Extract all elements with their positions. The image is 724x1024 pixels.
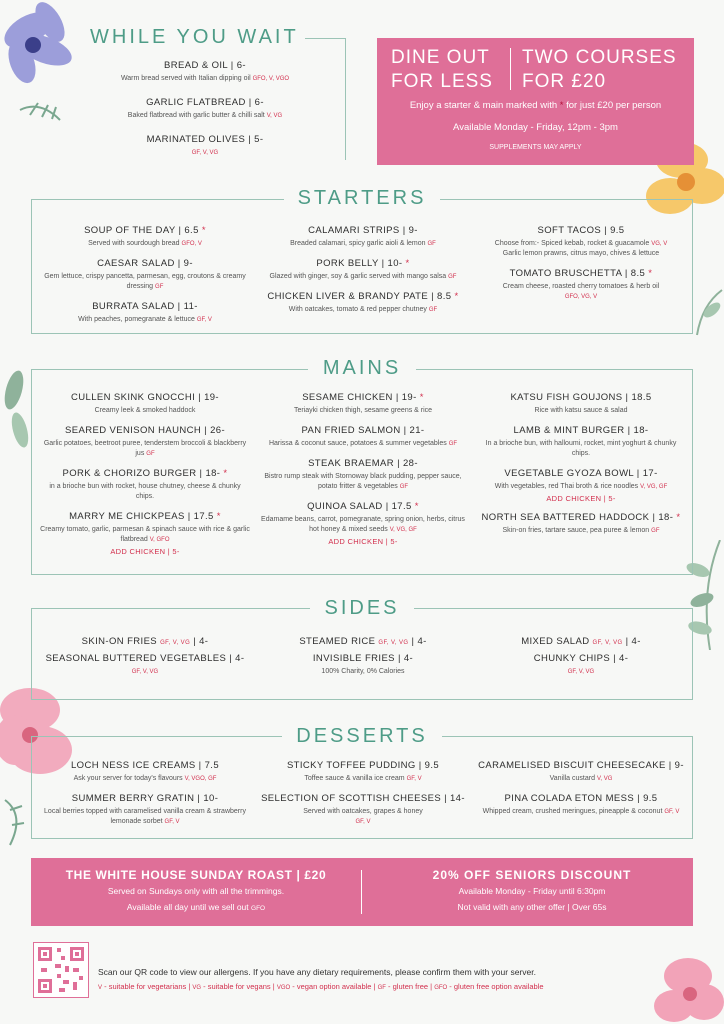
menu-item: STEAMED RICE GF, V, VG | 4-	[299, 636, 427, 647]
while-you-wait-list	[80, 60, 330, 167]
menu-item: NORTH SEA BATTERED HADDOCK | 18- * Skin-on fries, tartare sauce, pea puree & lemon GF	[481, 512, 681, 534]
starters-col-3	[476, 225, 686, 311]
menu-item: PINA COLADA ETON MESS | 9.5 Whipped cream, crushed meringues, pineapple & coconut GF, V	[482, 793, 680, 815]
menu-item: MARRY ME CHICKPEAS | 17.5 * Creamy tomato, garlic, parmesan & spinach sauce with rice & garlic flatbread V, GFO ADD CHICKEN | 5-	[40, 511, 250, 556]
desserts-title	[0, 725, 724, 748]
sides-col-3	[476, 636, 686, 686]
promo-line-1: Enjoy a starter & main marked with * for just £20 per person	[409, 100, 662, 111]
mains-col-2	[258, 392, 468, 555]
desserts-col-3	[476, 760, 686, 826]
promo-right-heading: TWO COURSES FOR £20	[522, 47, 677, 92]
dietary-legend: V - suitable for vegetarians | VG - suitable for vegans | VGO - vegan option available | GF - gluten free | GFO - gluten free option available	[98, 982, 544, 991]
leaf-sprig-illustration	[692, 285, 724, 345]
menu-item: BURRATA SALAD | 11- With peaches, pomegranate & lettuce GF, V	[78, 301, 212, 323]
menu-item: CARAMELISED BISCUIT CHEESECAKE | 9- Vanilla custard V, VG	[478, 760, 684, 782]
menu-item: SUMMER BERRY GRATIN | 10- Local berries topped with caramelised vanilla cream & strawberry lemonade sorbet GF, V	[44, 793, 246, 825]
section-title-text: STARTERS	[284, 187, 441, 209]
sides-title	[0, 597, 724, 620]
menu-item: INVISIBLE FRIES | 4- 100% Charity, 0% Calories	[312, 653, 414, 675]
menu-item: CHUNKY CHIPS | 4- GF, V, VG	[533, 653, 629, 675]
menu-item: BREAD & OIL | 6- Warm bread served with Italian dipping oil GFO, V, VGO	[120, 60, 290, 82]
promo-line-2: Available Monday - Friday, 12pm - 3pm	[453, 122, 618, 133]
legend-item: V - suitable for vegetarians	[98, 982, 187, 991]
starters-col-1	[40, 225, 250, 334]
desserts-col-2	[258, 760, 468, 836]
mains-col-3	[476, 392, 686, 545]
starters-title	[0, 187, 724, 210]
menu-item: STICKY TOFFEE PUDDING | 9.5 Toffee sauce & vanilla ice cream GF, V	[286, 760, 440, 782]
promo-line-3: SUPPLEMENTS MAY APPLY	[489, 144, 582, 151]
menu-item: GARLIC FLATBREAD | 6- Baked flatbread with garlic butter & chilli salt V, VG	[127, 97, 283, 119]
menu-item: SOUP OF THE DAY | 6.5 * Served with sourdough bread GFO, V	[84, 225, 206, 247]
sunday-roast-block	[31, 868, 361, 912]
starters-col-2	[258, 225, 468, 324]
mains-col-1	[40, 392, 250, 565]
seniors-discount-block	[371, 868, 693, 912]
section-title-text: DESSERTS	[282, 725, 441, 747]
menu-item: SELECTION OF SCOTTISH CHEESES | 14- Served with oatcakes, grapes & honey GF, V	[261, 793, 465, 825]
seniors-line-1: Available Monday - Friday until 6:30pm	[458, 886, 606, 896]
sunday-roast-title: THE WHITE HOUSE SUNDAY ROAST | £20	[65, 868, 327, 882]
menu-item: TOMATO BRUSCHETTA | 8.5 * Cream cheese, roasted cherry tomatoes & herb oil GFO, VG, V	[502, 268, 660, 300]
mains-title	[0, 357, 724, 380]
menu-item: CALAMARI STRIPS | 9- Breaded calamari, spicy garlic aioli & lemon GF	[290, 225, 436, 247]
menu-item: CHICKEN LIVER & BRANDY PATE | 8.5 * With oatcakes, tomato & red pepper chutney GF	[267, 291, 459, 313]
seniors-discount-title: 20% OFF SENIORS DISCOUNT	[432, 868, 632, 882]
menu-item: SESAME CHICKEN | 19- * Teriayki chicken thigh, sesame greens & rice	[293, 392, 433, 414]
promo-left-heading: DINE OUT FOR LESS	[391, 47, 493, 92]
dine-out-promo-banner	[377, 38, 694, 165]
menu-item: VEGETABLE GYOZA BOWL | 17- With vegetables, red Thai broth & rice noodles V, VG, GF ADD CHICKEN | 5-	[476, 468, 686, 503]
add-chicken-option: ADD CHICKEN | 5-	[546, 494, 616, 503]
while-you-wait-title: WHILE YOU WAIT	[84, 26, 305, 49]
menu-item: CULLEN SKINK GNOCCHI | 19- Creamy leek & smoked haddock	[70, 392, 219, 414]
sunday-roast-line-2: Available all day until we sell out GFO	[126, 902, 266, 912]
add-chicken-option: ADD CHICKEN | 5-	[328, 537, 398, 546]
section-title-text: SIDES	[310, 597, 413, 619]
menu-item: MARINATED OLIVES | 5- GF, V, VG	[146, 134, 264, 156]
legend-item: VG - suitable for vegans	[192, 982, 271, 991]
menu-item: PORK & CHORIZO BURGER | 18- * in a brioche bun with rocket, house chutney, cheese & chunky chips.	[49, 468, 241, 500]
section-title-text: MAINS	[309, 357, 415, 379]
legend-item: GFO - gluten free option available	[434, 982, 544, 991]
menu-item: STEAK BRAEMAR | 28- Bistro rump steak with Stornoway black pudding, pepper sauce, potato fritter & vegetables GF	[264, 458, 462, 490]
menu-item: SOFT TACOS | 9.5 Choose from:- Spiced kebab, rocket & guacamole VG, V Garlic lemon prawns, citrus mayo, chives & lettuce	[494, 225, 668, 257]
banner-divider	[361, 870, 362, 914]
allergen-qr-code[interactable]	[33, 942, 89, 998]
bottom-pink-flower-illustration	[652, 950, 724, 1024]
legend-item: GF - gluten free	[377, 982, 429, 991]
menu-item: LOCH NESS ICE CREAMS | 7.5 Ask your server for today's flavours V, VGO, GF	[70, 760, 219, 782]
menu-item: MIXED SALAD GF, V, VG | 4-	[521, 636, 641, 647]
menu-item: PAN FRIED SALMON | 21- Harissa & coconut sauce, potatoes & summer vegetables GF	[268, 425, 458, 447]
sides-col-2	[258, 636, 468, 686]
add-chicken-option: ADD CHICKEN | 5-	[110, 547, 180, 556]
sunday-roast-line-1: Served on Sundays only with all the trimmings.	[107, 886, 285, 896]
menu-item: LAMB & MINT BURGER | 18- In a brioche bun, with halloumi, rocket, mint yoghurt & chunky chips.	[485, 425, 677, 457]
legend-item: VGO - vegan option available	[276, 982, 372, 991]
menu-item: PORK BELLY | 10- * Glazed with ginger, soy & garlic served with mango salsa GF	[269, 258, 457, 280]
menu-item: SKIN-ON FRIES GF, V, VG | 4-	[81, 636, 209, 647]
promo-divider	[510, 48, 511, 90]
blue-flower-illustration	[0, 0, 90, 140]
seniors-line-2: Not valid with any other offer | Over 65s	[457, 902, 607, 912]
menu-item: SEASONAL BUTTERED VEGETABLES | 4- GF, V, VG	[45, 653, 245, 675]
menu-item: CAESAR SALAD | 9- Gem lettuce, crispy pancetta, parmesan, egg, croutons & creamy dressing GF	[44, 258, 246, 290]
menu-item: SEARED VENISON HAUNCH | 26- Garlic potatoes, beetroot puree, tenderstem broccoli & blackberry jus GF	[43, 425, 247, 457]
sides-col-1	[40, 636, 250, 686]
allergen-info-text: Scan our QR code to view our allergens. If you have any dietary requirements, please confirm them with your server.	[98, 967, 536, 977]
offers-banner	[31, 858, 693, 926]
menu-item: QUINOA SALAD | 17.5 * Edamame beans, carrot, pomegranate, spring onion, herbs, citrus hot honey & mixed seeds V, VG, GF ADD CHICKEN | 5-	[258, 501, 468, 546]
menu-item: KATSU FISH GOUJONS | 18.5 Rice with katsu sauce & salad	[510, 392, 652, 414]
desserts-col-1	[40, 760, 250, 836]
